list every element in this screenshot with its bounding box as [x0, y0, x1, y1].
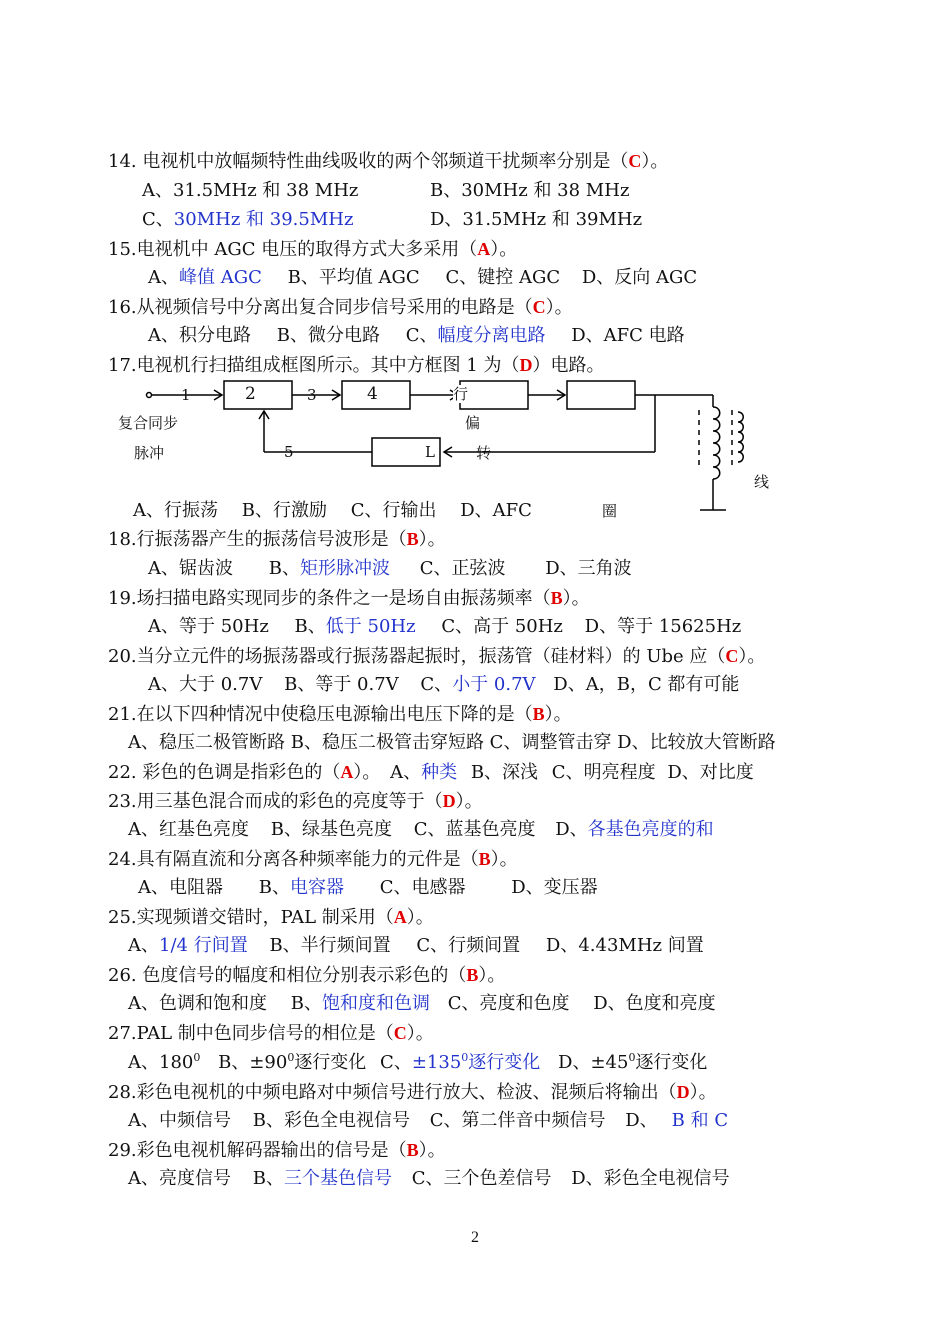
q19-options: A、等于 50Hz B、低于 50Hz C、高于 50Hz D、等于 15625Hz — [148, 616, 742, 637]
diag-label-4: 4 — [367, 384, 378, 404]
q21-answer: B — [532, 704, 545, 724]
q24-stem-line: 24.具有隔直流和分离各种频率能力的元件是（B）。 — [108, 849, 518, 870]
q21-options: A、稳压二极管断路 B、稳压二极管击穿短路 C、调整管击穿 D、比较放大管断路 — [128, 732, 776, 753]
diag-coil-h: 行 — [453, 385, 469, 403]
q15-option-a-correct: 峰值 AGC — [179, 267, 262, 288]
q24-option-b-correct: 电容器 — [289, 877, 344, 898]
q15-stem-line: 15.电视机中 AGC 电压的取得方式大多采用（A）。 — [108, 239, 518, 260]
q14-option-c-correct: 30MHz 和 39.5MHz — [173, 209, 354, 230]
q14-option-a: A、31.5MHz 和 38 MHz — [142, 180, 359, 201]
q17-options: A、行振荡 B、行激励 C、行输出 D、AFC — [133, 500, 532, 521]
q22-stem-line: 22. 彩色的色调是指彩色的（A）。 A、种类 B、深浅 C、明亮程度 D、对比度 — [108, 762, 754, 783]
q14-option-b: B、30MHz 和 38 MHz — [430, 180, 630, 201]
q24-answer: B — [478, 849, 491, 869]
block-output — [460, 381, 528, 409]
q19-answer: B — [550, 588, 563, 608]
diag-label-3: 3 — [307, 386, 317, 404]
q14-stem-line: 14. 电视机中放幅频特性曲线吸收的两个邻频道干扰频率分别是（C）。 — [108, 151, 669, 172]
q28-answer: D — [676, 1082, 690, 1102]
q29-answer: B — [406, 1140, 419, 1160]
q27-options: A、$180^0$ B、$\pm 90^0$逐行变化 C、$\pm 135^0$逐行变化 D、$\pm 45^0$逐行变化 — [128, 1051, 708, 1073]
q28-option-d-correct: B 和 C — [671, 1110, 729, 1131]
q16-option-c-correct: 幅度分离电路 — [437, 325, 546, 346]
diag-coil-q: 圈 — [602, 502, 618, 520]
q23-option-d-correct: 各基色亮度的和 — [587, 819, 714, 840]
input-terminal — [147, 393, 152, 398]
q23-stem-line: 23.用三基色混合而成的彩色的亮度等于（D）。 — [108, 791, 483, 812]
q15-answer: A — [477, 239, 491, 259]
deflection-coil — [713, 407, 720, 479]
q18-answer: B — [406, 529, 419, 549]
q27-answer: C — [393, 1023, 407, 1043]
diag-coil-x: 线 — [754, 473, 770, 491]
q27-option-c-correct: $\pm 135^0$逐行变化 — [411, 1051, 541, 1073]
q21-stem-line: 21.在以下四种情况中使稳压电源输出电压下降的是（B）。 — [108, 704, 572, 725]
q19-option-b-correct: 低于 50Hz — [325, 616, 416, 637]
q20-option-c-correct: 小于 0.7V — [452, 674, 536, 695]
diag-coil-p: 偏 — [465, 414, 481, 432]
q18-options: A、锯齿波 B、矩形脉冲波 C、正弦波 D、三角波 — [148, 558, 632, 579]
q25-stem-line: 25.实现频谱交错时，PAL 制采用（A）。 — [108, 907, 434, 928]
q20-options: A、大于 0.7V B、等于 0.7V C、小于 0.7V D、A，B，C 都有可能 — [148, 674, 740, 695]
page-number: 2 — [471, 1229, 479, 1246]
q17-answer: D — [519, 355, 533, 375]
q14-answer: C — [628, 151, 642, 171]
q26-answer: B — [466, 965, 479, 985]
q19-stem-line: 19.场扫描电路实现同步的条件之一是场自由振荡频率（B）。 — [108, 588, 590, 609]
q29-stem-line: 29.彩色电视机解码器输出的信号是（B）。 — [108, 1140, 446, 1161]
diag-coil-z: 转 — [476, 444, 492, 462]
q25-options: A、1/4 行间置 B、半行频间置 C、行频间置 D、4.43MHz 间置 — [128, 935, 704, 956]
q25-option-a-correct: 1/4 行间置 — [159, 935, 248, 956]
diag-sync-line2: 脉冲 — [134, 444, 165, 462]
q17-stem-line: 17.电视机行扫描组成框图所示。其中方框图 1 为（D）电路。 — [108, 355, 605, 376]
q28-options: A、中频信号 B、彩色全电视信号 C、第二伴音中频信号 D、 B 和 C — [128, 1110, 729, 1131]
q26-option-b-correct: 饱和度和色调 — [321, 993, 430, 1014]
q22-option-a-correct: 种类 — [421, 762, 458, 783]
q16-stem-line: 16.从视频信号中分离出复合同步信号采用的电路是（C）。 — [108, 297, 573, 318]
q23-options: A、红基色亮度 B、绿基色亮度 C、蓝基色亮度 D、各基色亮度的和 — [128, 819, 714, 840]
q16-options: A、积分电路 B、微分电路 C、幅度分离电路 D、AFC 电路 — [148, 325, 685, 346]
q28-stem-line: 28.彩色电视机的中频电路对中频信号进行放大、检波、混频后将输出（D）。 — [108, 1082, 717, 1103]
block-final — [567, 381, 635, 409]
q22-answer: A — [340, 762, 354, 782]
diag-sync-line1: 复合同步 — [118, 414, 179, 432]
q20-stem-line: 20.当分立元件的场振荡器或行振荡器起振时，振荡管（硅材料）的 Ube 应（C）。 — [108, 646, 766, 667]
diag-label-1: 1 — [181, 386, 191, 404]
diag-label-2: 2 — [245, 384, 256, 404]
q20-answer: C — [725, 646, 739, 666]
diag-label-5: 5 — [284, 443, 294, 461]
diag-label-L: L — [425, 443, 435, 461]
q15-options: A、峰值 AGC B、平均值 AGC C、键控 AGC D、反向 AGC — [148, 267, 698, 288]
q18-option-b-correct: 矩形脉冲波 — [299, 558, 390, 579]
q23-answer: D — [442, 791, 456, 811]
q29-option-b-correct: 三个基色信号 — [283, 1168, 392, 1189]
q27-stem-line: 27.PAL 制中色同步信号的相位是（C）。 — [108, 1023, 434, 1044]
q26-stem-line: 26. 色度信号的幅度和相位分别表示彩色的（B）。 — [108, 965, 506, 986]
q14-option-c-line: C、30MHz 和 39.5MHz — [142, 209, 354, 230]
q16-answer: C — [532, 297, 546, 317]
coil-right-winding — [738, 412, 743, 462]
q26-options: A、色调和饱和度 B、饱和度和色调 C、亮度和色度 D、色度和亮度 — [128, 993, 716, 1014]
q25-answer: A — [393, 907, 407, 927]
block-2 — [224, 381, 292, 409]
q24-options: A、电阻器 B、电容器 C、电感器 D、变压器 — [138, 877, 598, 898]
q29-options: A、亮度信号 B、三个基色信号 C、三个色差信号 D、彩色全电视信号 — [128, 1168, 730, 1189]
q14-option-d: D、31.5MHz 和 39MHz — [430, 209, 643, 230]
q18-stem-line: 18.行振荡器产生的振荡信号波形是（B）。 — [108, 529, 446, 550]
